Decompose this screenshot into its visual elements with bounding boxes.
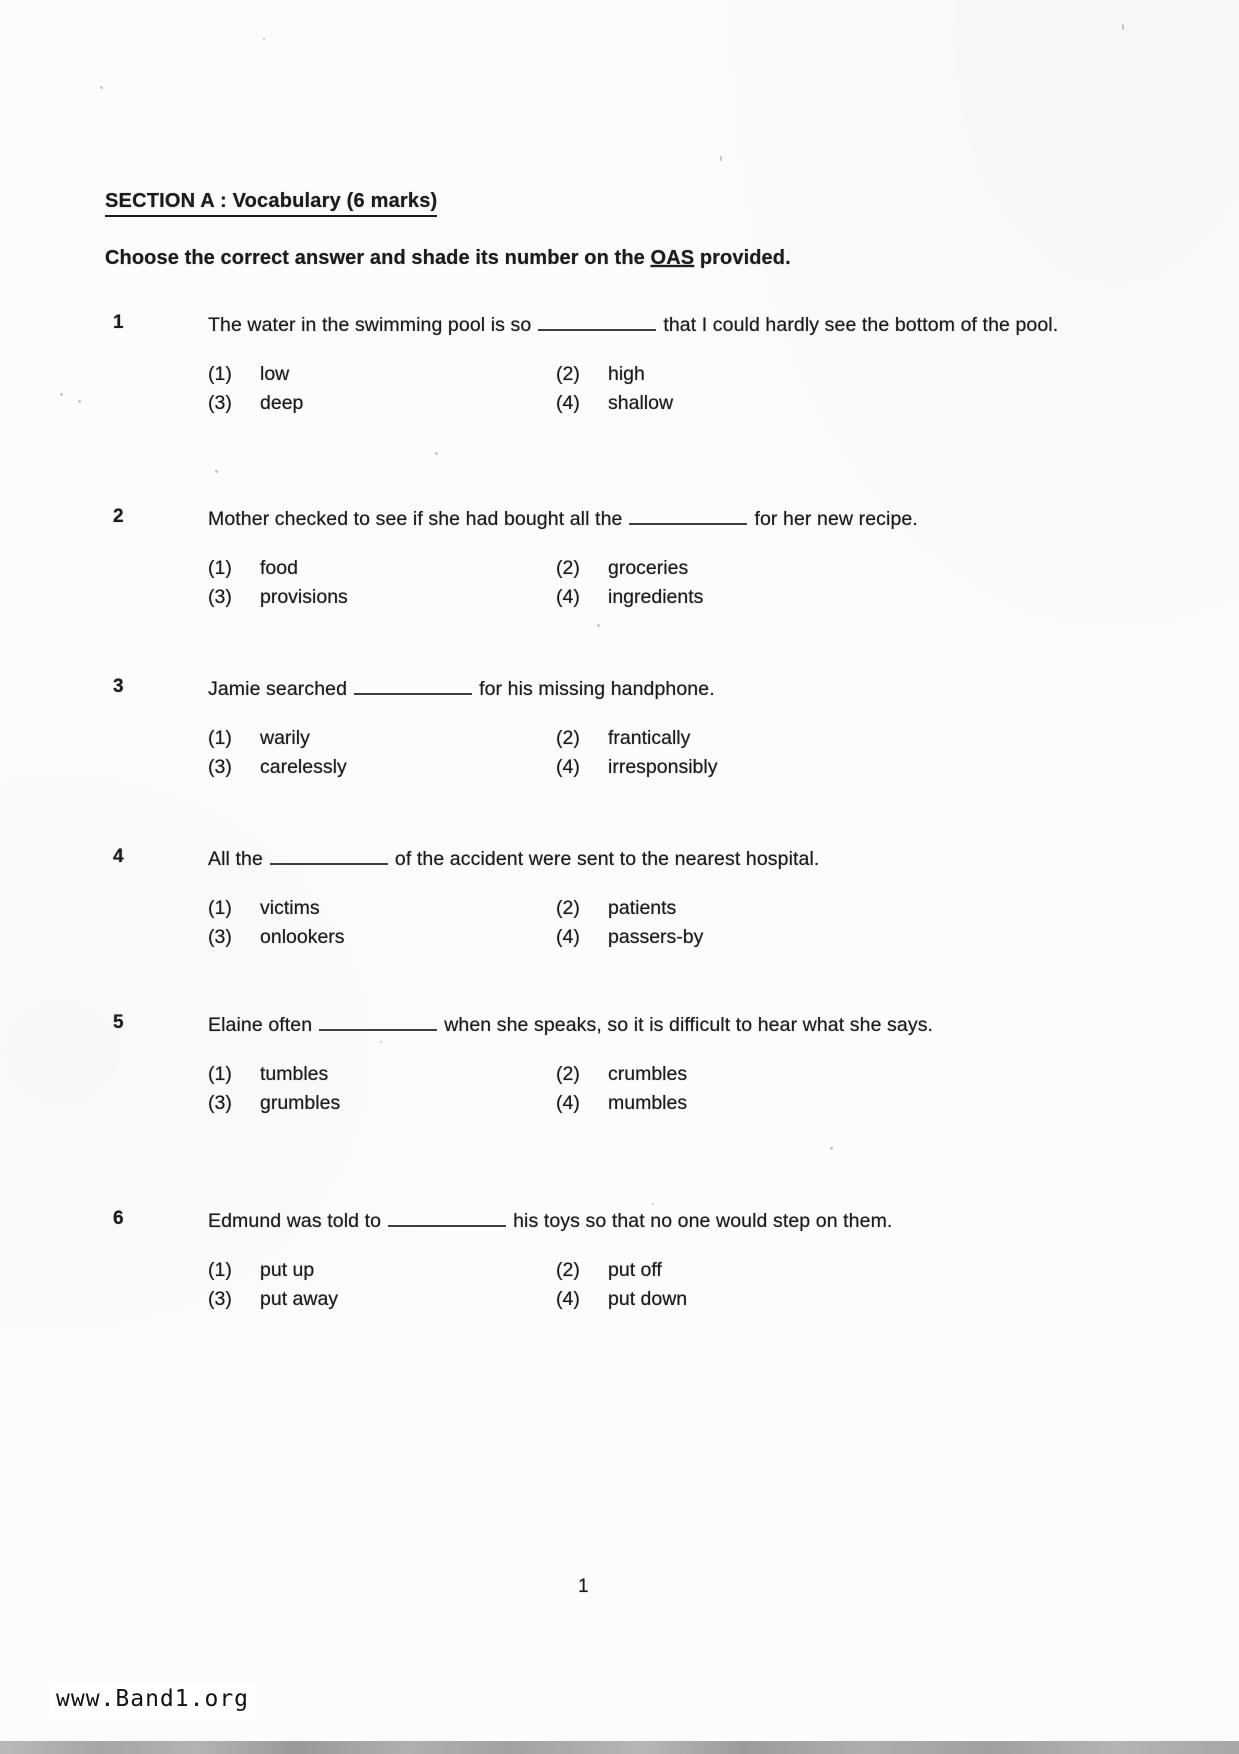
question-number: 3: [113, 676, 124, 697]
option-marker: (2): [556, 1063, 580, 1085]
option-label: victims: [260, 897, 320, 919]
option-marker: (2): [556, 1259, 580, 1281]
question-text-after: that I could hardly see the bottom of the pool.: [663, 314, 1059, 336]
option-label: irresponsibly: [608, 756, 718, 778]
option-marker: (4): [556, 926, 580, 948]
scan-speck: [720, 156, 722, 161]
scan-speck: [435, 452, 438, 455]
option-marker: (1): [208, 727, 232, 749]
option-marker: (3): [208, 926, 232, 948]
question-text-after: of the accident were sent to the nearest hospital.: [394, 848, 820, 870]
option-label: put off: [608, 1259, 662, 1281]
question-text-before: Edmund was told to: [208, 1210, 382, 1232]
option-marker: (1): [208, 1063, 232, 1085]
scan-speck: [263, 38, 265, 40]
answer-blank: [319, 1014, 437, 1031]
option-marker: (4): [556, 756, 580, 778]
scan-speck: [830, 1147, 833, 1150]
scan-speck: [1122, 24, 1124, 30]
page-number: 1: [578, 1576, 589, 1597]
question-text-after: when she speaks, so it is difficult to hear what she says.: [444, 1014, 934, 1036]
question-text: [208, 846, 1090, 873]
option-marker: (3): [208, 586, 232, 608]
option-label: carelessly: [260, 756, 347, 778]
option-marker: (4): [556, 1092, 580, 1114]
question-text-after: for her new recipe.: [754, 508, 918, 530]
question-text-before: Jamie searched: [208, 678, 348, 700]
option-label: high: [608, 363, 645, 385]
answer-blank: [629, 508, 747, 525]
option-marker: (1): [208, 1259, 232, 1281]
option-label: grumbles: [260, 1092, 341, 1114]
question-number: 6: [113, 1208, 124, 1229]
options-grid: [208, 725, 1090, 780]
option-marker: (4): [556, 1288, 580, 1310]
option-label: mumbles: [608, 1092, 688, 1114]
option-marker: (3): [208, 756, 232, 778]
question-5: [105, 1012, 1189, 1116]
question-number: 5: [113, 1012, 124, 1033]
scan-speck: [60, 393, 63, 396]
scan-speck: [100, 86, 103, 89]
options-grid: [208, 895, 1090, 950]
question-text-before: The water in the swimming pool is so: [208, 314, 532, 336]
option-label: put away: [260, 1288, 339, 1310]
option-label: low: [260, 363, 290, 385]
option-label: provisions: [260, 586, 348, 608]
question-text: [208, 676, 1090, 703]
watermark-url: www.Band1.org: [50, 1684, 255, 1714]
option-marker: (2): [556, 557, 580, 579]
option-label: deep: [260, 392, 304, 414]
option-marker: (3): [208, 392, 232, 414]
question-text: [208, 1012, 1090, 1039]
question-number: 2: [113, 506, 124, 527]
option-label: patients: [608, 897, 677, 919]
option-marker: (4): [556, 392, 580, 414]
option-label: crumbles: [608, 1063, 688, 1085]
option-marker: (4): [556, 586, 580, 608]
option-marker: (3): [208, 1092, 232, 1114]
question-2: [105, 506, 1189, 610]
section-heading: SECTION A : Vocabulary (6 marks): [105, 190, 437, 217]
option-label: onlookers: [260, 926, 345, 948]
option-label: food: [260, 557, 298, 579]
instruction-line: [105, 247, 791, 270]
instruction-suffix: provided.: [694, 247, 791, 269]
option-marker: (2): [556, 363, 580, 385]
question-number: 4: [113, 846, 124, 867]
option-marker: (1): [208, 363, 232, 385]
question-text-before: Mother checked to see if she had bought all the: [208, 508, 623, 530]
scan-speck: [215, 470, 218, 473]
question-1: [105, 312, 1189, 416]
option-marker: (2): [556, 727, 580, 749]
question-4: [105, 846, 1189, 950]
question-6: [105, 1208, 1189, 1312]
options-grid: [208, 555, 1090, 610]
question-text-after: his toys so that no one would step on them.: [513, 1210, 893, 1232]
option-label: put down: [608, 1288, 688, 1310]
options-grid: [208, 1061, 1090, 1116]
question-text-before: Elaine often: [208, 1014, 313, 1036]
scan-speck: [78, 400, 81, 403]
option-label: ingredients: [608, 586, 704, 608]
question-text-before: All the: [208, 848, 263, 870]
answer-blank: [270, 848, 388, 865]
question-text: [208, 1208, 1090, 1235]
scan-speck: [652, 1203, 654, 1205]
option-label: shallow: [608, 392, 674, 414]
option-marker: (1): [208, 897, 232, 919]
question-text: [208, 506, 1090, 533]
options-grid: [208, 361, 1090, 416]
answer-blank: [388, 1210, 506, 1227]
instruction-prefix: Choose the correct answer and shade its number on the: [105, 247, 651, 269]
question-number: 1: [113, 312, 124, 333]
scan-speck: [597, 624, 600, 627]
option-marker: (2): [556, 897, 580, 919]
option-marker: (3): [208, 1288, 232, 1310]
option-label: groceries: [608, 557, 689, 579]
scan-speck: [380, 1041, 382, 1043]
option-label: frantically: [608, 727, 691, 749]
instruction-oas: OAS: [650, 247, 695, 269]
question-3: [105, 676, 1189, 780]
option-label: put up: [260, 1259, 315, 1281]
option-label: warily: [260, 727, 310, 749]
option-label: tumbles: [260, 1063, 329, 1085]
option-marker: (1): [208, 557, 232, 579]
question-text-after: for his missing handphone.: [479, 678, 715, 700]
answer-blank: [354, 678, 472, 695]
scanner-edge-strip: [0, 1741, 1239, 1754]
options-grid: [208, 1257, 1090, 1312]
answer-blank: [538, 314, 656, 331]
question-text: [208, 312, 1090, 339]
option-label: passers-by: [608, 926, 704, 948]
